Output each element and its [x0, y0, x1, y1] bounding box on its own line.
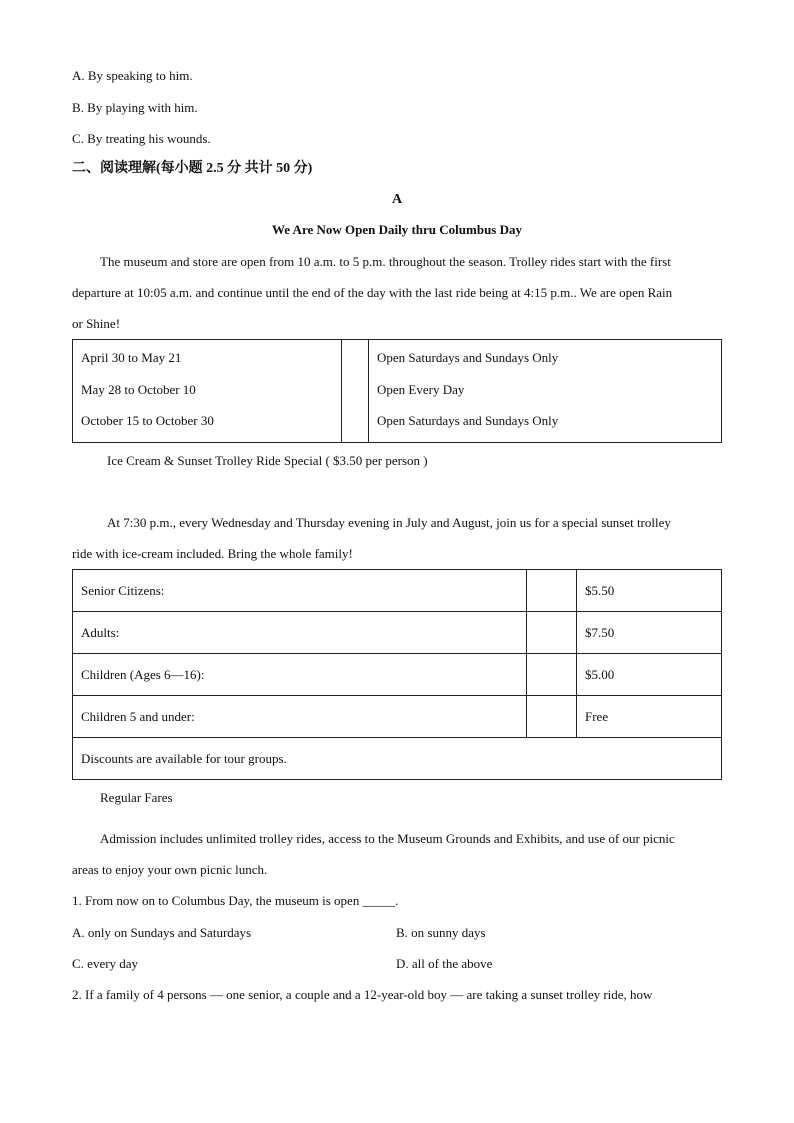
table-row	[73, 654, 722, 696]
fare-price: $5.00	[577, 654, 722, 696]
section-heading: 二、阅读理解(每小题 2.5 分 共计 50 分)	[72, 161, 313, 176]
question-1-stem: 1. From now on to Columbus Day, the museum is open _____.	[72, 893, 399, 908]
table-row	[73, 570, 722, 612]
prev-option-a: A. By speaking to him.	[72, 68, 193, 83]
fares-caption: Regular Fares	[100, 790, 173, 805]
admission-line-2: areas to enjoy your own picnic lunch.	[72, 862, 268, 877]
question-1-option-c: C. every day	[72, 956, 139, 971]
table-row	[73, 696, 722, 738]
schedule-date: April 30 to May 21	[81, 350, 182, 365]
fare-price: $7.50	[577, 612, 722, 654]
intro-line-3: or Shine!	[72, 316, 121, 331]
schedule-empty-cell	[342, 340, 369, 443]
intro-line-1: The museum and store are open from 10 a.m. to 5 p.m. throughout the season. Trolley rides start with the first	[100, 254, 671, 269]
special-line-1: At 7:30 p.m., every Wednesday and Thursday evening in July and August, join us for a special sunset trolley	[107, 515, 671, 530]
question-1-option-b: B. on sunny days	[396, 925, 486, 940]
prev-option-b: B. By playing with him.	[72, 100, 198, 115]
fare-empty-cell	[527, 654, 577, 696]
passage-title: We Are Now Open Daily thru Columbus Day	[271, 222, 523, 237]
fare-price: Free	[577, 696, 722, 738]
schedule-date: May 28 to October 10	[81, 381, 196, 397]
fare-empty-cell	[527, 570, 577, 612]
fare-label: Senior Citizens:	[73, 570, 527, 612]
schedule-hours: Open Saturdays and Sundays Only	[377, 413, 559, 428]
fare-empty-cell	[527, 696, 577, 738]
fare-price: $5.50	[577, 570, 722, 612]
fare-label: Children (Ages 6—16):	[73, 654, 527, 696]
schedule-hours: Open Every Day	[377, 381, 465, 397]
passage-letter: A	[391, 192, 403, 207]
question-1-option-d: D. all of the above	[396, 956, 493, 971]
schedule-hours-cell	[369, 340, 722, 443]
prev-option-c: C. By treating his wounds.	[72, 131, 211, 146]
fare-label: Adults:	[73, 612, 527, 654]
fare-label: Children 5 and under:	[73, 696, 527, 738]
question-1-option-a: A. only on Sundays and Saturdays	[72, 925, 252, 940]
fare-empty-cell	[527, 612, 577, 654]
fares-table	[72, 569, 722, 780]
table-row	[73, 738, 722, 780]
fares-footer: Discounts are available for tour groups.	[73, 738, 722, 780]
special-line-2: ride with ice-cream included. Bring the whole family!	[72, 546, 353, 561]
intro-line-2: departure at 10:05 a.m. and continue until the end of the day with the last ride being at 4:15 p.m.. We are open Rain	[72, 285, 673, 300]
schedule-date: October 15 to October 30	[81, 413, 214, 428]
schedule-table	[72, 339, 722, 443]
schedule-hours: Open Saturdays and Sundays Only	[377, 350, 559, 365]
question-2-stem: 2. If a family of 4 persons — one senior, a couple and a 12-year-old boy — are taking a sunset trolley ride, how	[72, 987, 653, 1002]
admission-line-1: Admission includes unlimited trolley rides, access to the Museum Grounds and Exhibits, and use of our picnic	[100, 831, 675, 846]
table-row	[73, 612, 722, 654]
schedule-dates-cell	[73, 340, 342, 443]
special-heading: Ice Cream & Sunset Trolley Ride Special ( $3.50 per person )	[107, 453, 428, 468]
